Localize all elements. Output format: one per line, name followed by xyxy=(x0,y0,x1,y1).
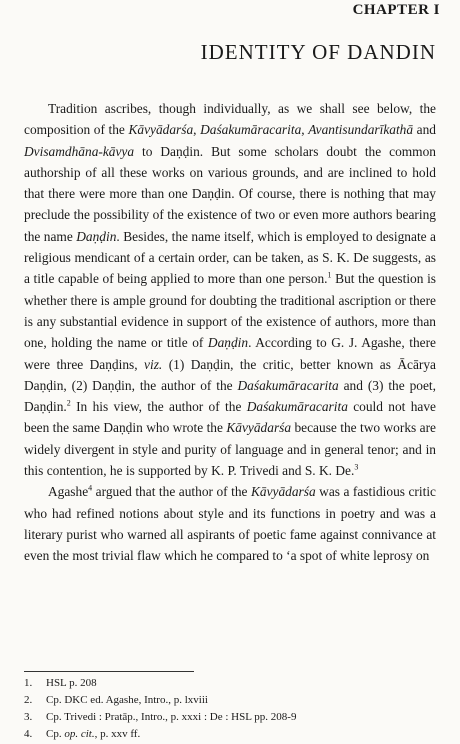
text-run: and (3) the poet, Daṇḍin. xyxy=(24,377,436,415)
italic-text: op. cit. xyxy=(64,728,95,740)
footnote-text xyxy=(46,692,208,709)
body-text xyxy=(24,98,436,567)
chapter-title: IDENTITY OF DANDIN xyxy=(200,40,436,64)
footnote-ref: 4 xyxy=(88,483,93,493)
italic-text: Daśakumāracarita xyxy=(237,377,339,393)
text-run: (1) Daṇḍin, the critic, better known as Ācārya Daṇḍin, (2) Daṇḍin, the author of the xyxy=(24,356,436,393)
footnote xyxy=(24,692,436,709)
italic-text: viz. xyxy=(144,356,163,372)
text-run: HSL p. 208 xyxy=(46,677,97,689)
footnote xyxy=(24,726,436,743)
text-run: Agashe xyxy=(48,484,89,500)
italic-text: Kāvyādarśa xyxy=(226,420,292,436)
italic-text: Dvisamdhāna-kāvya xyxy=(24,143,135,159)
text-run: Cp. DKC ed. Agashe, Intro., p. lxviii xyxy=(46,694,208,706)
paragraph xyxy=(24,481,436,566)
footnote xyxy=(24,675,436,692)
text-run: because the two works are widely divergent in style and purity of language and in general tenor; and in this contention, he is supported by K. P. Trivedi and S. K. De. xyxy=(24,420,436,479)
text-run: Cp. Trivedi : Pratāp., Intro., p. xxxi : De : HSL pp. 208-9 xyxy=(46,711,297,723)
text-run: . According to G. J. Agashe, there were three Daṇḍins, xyxy=(24,335,437,372)
footnote-ref: 2 xyxy=(66,398,71,408)
footnote-text xyxy=(46,709,296,726)
text-run: could not have been the same Daṇḍin who wrote the xyxy=(24,399,436,436)
text-run: and xyxy=(413,122,436,138)
footnote-ref: 3 xyxy=(354,462,359,472)
footnote-number: 4. xyxy=(24,728,33,740)
italic-text: Daṇḍin xyxy=(207,335,249,351)
footnote-number: 2. xyxy=(24,694,33,706)
text-run: Tradition ascribes, though individually, as we shall see below, the composition of the xyxy=(24,101,436,138)
italic-text: Daśakumāracarita xyxy=(246,399,348,415)
text-run: But the question is whether there is ample ground for doubting the traditional ascription or there is any substantial evidence in support of the existence of authors, more than one, holding the name or title of xyxy=(24,271,437,351)
text-run: was a fastidious critic who had refined notions about style and its functions in poetry and was a literary purist who warned all aspirants of poetic fame against connivance at even the most trivial flaw which he compared to ‘a spot of white leprosy on xyxy=(24,484,436,564)
text-run: , xyxy=(193,122,201,138)
text-run: argued that the author of the xyxy=(92,484,251,500)
footnote-text xyxy=(46,726,140,743)
italic-text: Kāvyādarśa xyxy=(128,122,194,138)
footnote-number: 1. xyxy=(24,677,33,689)
footnote-text xyxy=(46,675,97,692)
footnotes xyxy=(24,675,436,743)
text-run: In his view, the author of the xyxy=(70,399,247,415)
paragraph xyxy=(24,98,436,481)
chapter-label: CHAPTER I xyxy=(352,2,440,18)
italic-text: Daśakumāracarita xyxy=(200,122,302,138)
footnote-number: 3. xyxy=(24,711,33,723)
italic-text: Avantisundarīkathā xyxy=(308,122,414,138)
text-run: . Besides, the name itself, which is employed to designate a religious mendicant of a certain order, can be taken, as S. K. De suggests, as a title capable of being applied to more than one person. xyxy=(24,228,436,287)
footnote xyxy=(24,709,436,726)
italic-text: Kāvyādarśa xyxy=(250,484,316,500)
italic-text: Daṇḍin xyxy=(76,228,117,244)
footnote-ref: 1 xyxy=(327,270,332,280)
text-run: to Daṇḍin. But some scholars doubt the common authorship of all these works on various grounds, and are inclined to hold that there were more than one Daṇḍin. Of course, there is nothing that may preclude the possibility of the existence of two or even more authors bearing the name xyxy=(24,143,436,244)
footnote-rule xyxy=(24,671,194,672)
text-run: , xyxy=(301,122,309,138)
text-run: Cp. xyxy=(46,728,65,740)
text-run: , p. xxv ff. xyxy=(94,728,141,740)
